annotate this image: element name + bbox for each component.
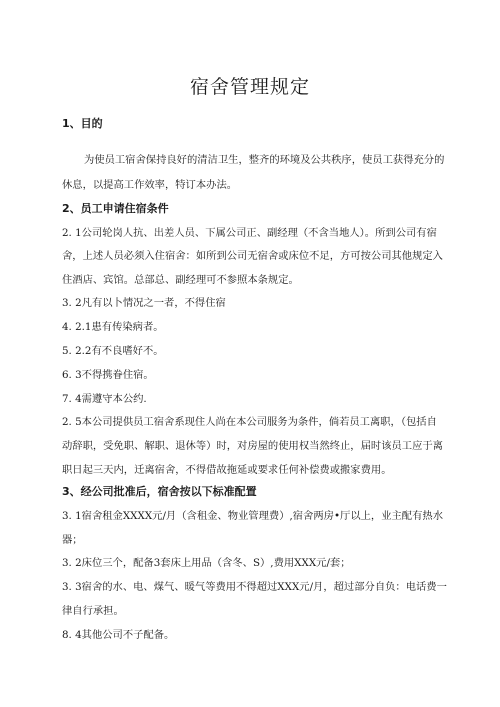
configuration-item-2: 3. 2床位三个，配备3套床上用品（含冬、S）,费用XXX元/套； <box>62 557 351 569</box>
section-heading-configuration: 3、经公司批准后，宿舍按以下标准配置 <box>62 485 257 498</box>
document-title: 宿舍管理规定 <box>189 76 310 98</box>
conditions-item-1-line-2: 舍，上述人员必须入住宿舍：如所到公司无宿舍或床位不足，方可按公司其他规定入 <box>62 250 443 262</box>
conditions-item-4: 5. 2.2有不良嗜好不。 <box>62 345 164 357</box>
configuration-item-4: 8. 4其他公司不子配备。 <box>62 629 175 641</box>
conditions-item-7-line-2: 动辞职，受免职、解职、退休等）时，对房屋的使用权当然终止，届时该员工应于离 <box>62 440 443 452</box>
purpose-paragraph-line-1: 为使员工宿舍保持良好的清洁卫生，整齐的环境及公共秩序，使员工获得充分的 <box>84 154 445 166</box>
conditions-item-1-line-1: 2. 1公司轮岗人抗、出差人员、下属公司正、副经理（不含当地人）。所到公司有宿 <box>62 227 437 239</box>
conditions-item-5: 6. 3不得携眷住宿。 <box>62 369 154 381</box>
conditions-item-6: 7. 4需遵守本公约. <box>62 393 147 405</box>
configuration-item-1-line-2: 器； <box>62 534 83 546</box>
section-heading-purpose: 1、目的 <box>62 117 103 130</box>
conditions-item-2: 3. 2凡有以卜情况之一者，不得住宿 <box>62 297 226 309</box>
configuration-item-1-line-1: 3. 1宿舍租金XXXX元/月（含租金、物业管理费）,宿舍两房•厅以上，业主配有热水 <box>62 510 443 522</box>
conditions-item-7-line-3: 职日起三天内，迁离宿舍，不得借故拖延或要求任何补偿费或搬家费用。 <box>62 464 392 476</box>
purpose-paragraph-line-2: 休息，以提高工作效率，特订本办法。 <box>62 179 238 191</box>
conditions-item-7-line-1: 2. 5本公司提供员工宿舍系现住人尚在本公司服务为条件，倘若员工离职，（包括自 <box>62 416 437 428</box>
configuration-item-3-line-2: 律自行承担。 <box>62 605 124 617</box>
conditions-item-1-line-3: 住酒店、宾馆。总部总、副经理可不参照本条规定。 <box>62 274 299 286</box>
configuration-item-3-line-1: 3. 3宿舍的水、电、煤气、暖气等费用不得超过XXX元/月，超过部分自负：电话费一 <box>62 581 447 593</box>
conditions-item-3: 4. 2.1患有传染病者。 <box>62 321 164 333</box>
section-heading-conditions: 2、员工申请住宿条件 <box>62 202 169 215</box>
